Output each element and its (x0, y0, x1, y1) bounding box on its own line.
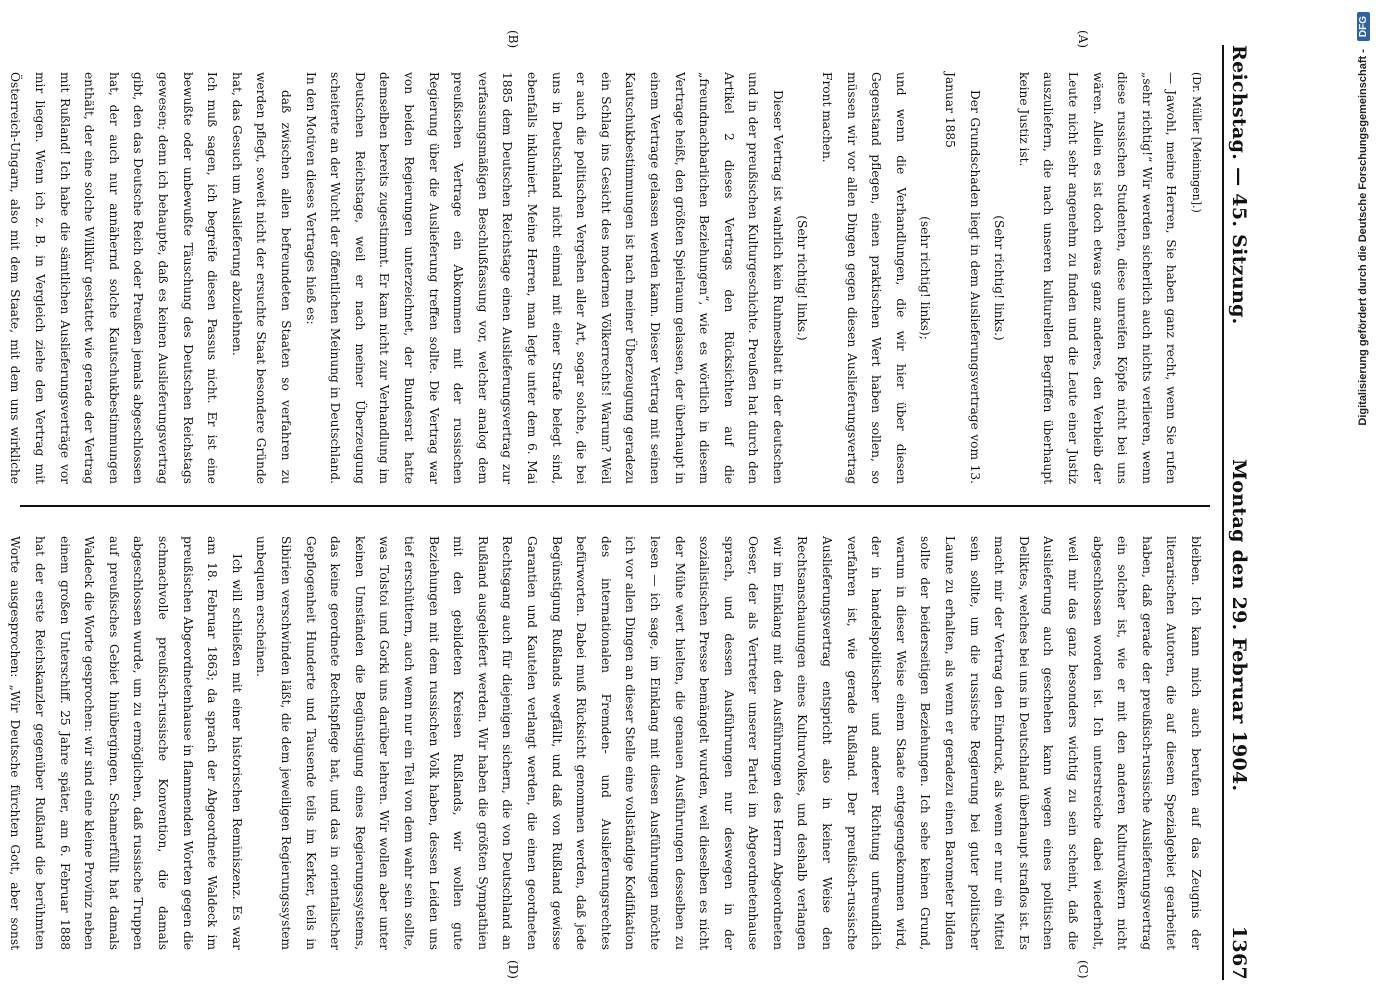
digitization-sidebar (1336, 0, 1383, 1000)
page-header (1222, 45, 1270, 980)
paragraph: und wenn die Verhandlungen, die wir hier über diesen Gegenstand pflegen, einen praktischen Wert haben sollen, so müssen wir vor allen Dingen gegen diesen Auslieferungsvertrag Front machen. (820, 72, 908, 484)
paragraph: Ich muß sagen, ich begreife diesen Passus nicht. Er ist eine bewußte oder unbewußte Täuschung des Deutschen Reichstags gewesen; denn ich behaupte, daß es keinen Auslieferungsvertrag gibt, den das Deutsche Reich oder Preußen jemals abgeschlossen hat, der auch nur annähernd solche Kautschukbestimmungen enthält, der eine solche Willkür gestattet wie gerade der Vertrag mit Rußland! Ich habe die sämtlichen Auslieferungsverträge vor mir liegen. Wenn ich z. B. in Vergleich ziehe den Vertrag mit Österreich-Ungarn, also mit dem Staate, mit dem uns wirkliche (8, 72, 220, 484)
margin-marker-d: (D) (506, 960, 520, 979)
paragraph: Der Grundschaden liegt in dem Auslieferungsvertrage vom 13. Januar 1885 (943, 72, 982, 484)
page-number: 1367 (1228, 925, 1250, 980)
right-column (8, 536, 1208, 950)
margin-marker-b: (B) (506, 30, 520, 49)
dfg-logo: DFG (1357, 12, 1370, 41)
margin-marker-a: (A) (1076, 30, 1090, 49)
column-divider (20, 505, 1210, 507)
quoted-passage: daß zwischen allen befreundeten Staaten so verfahren zu werden pflegt, soweit nicht der ersuchte Staat besondere Gründe hat, das Gesuch um Auslieferung abzulehnen. (229, 72, 294, 484)
paragraph: Ich will schließen mit einer historischen Reminiszenz. Es war am 18. Februar 1863; da sprach der Abgeordnete Waldeck im preußischen Abgeordnetenhause in flammenden Worten gegen die schmachvolle preußisch-russische Konvention, die damals abgeschlossen wurde, um zu ermöglichen, daß russische Truppen auf preußisches Gebiet hinübergingen. Schamerfüllt hat damals Waldeck die Worte gesprochen: wir sind eine kleine Provinz neben einem großen Unterschiff. 25 Jahre später, am 6. Februar 1888 hat der erste Reichskanzler gegenüber Rußland die berühmten Worte ausgesprochen: „Wir Deutsche fürchten Gott, aber sonst (8, 536, 244, 950)
interjection: (Sehr richtig! links.) (795, 215, 810, 341)
interjection: (Sehr richtig! links.) (992, 215, 1007, 341)
paragraph: Dieser Vertrag ist wahrlich kein Ruhmesblatt in der deutschen und in der preußischen Kulturgeschichte. Preußen hat durch den Artikel 2 dieses Vertrags den Rücksichten auf die „freundnachbarlichen Beziehungen“, wie es wörtlich in diesem Vertrage heißt, den größten Spielraum gelassen, der überhaupt in einem Vertrage gelassen werden kann. Dieser Vertrag mit seinen Kautschukbestimmungen ist nach meiner Überzeugung geradezu ein Schlag ins Gesicht des modernen Völkerrechts! Warum? Weil er auch die politischen Vergehen aller Art, sogar solche, die bei uns in Deutschland nicht einmal mit einer Strafe belegt sind, ebenfalls inkluniert. Meine Herren, man legte unter dem 6. Mai 1885 dem Deutschen Reichstage einen Auslieferungsvertrag zur verfassungsmäßigen Beschlußfassung vor, welcher analog dem preußischen Vertrage ein Abkommen mit der russischen Regierung über die Auslieferung treffen sollte. Die Vertrag war von beiden Regierungen unterzeichnet, der Bundesrat hatte demselben bereits zugestimmt. Er kam nicht zur Verhandlung im Deutschen Reichstage, weil er nach meiner Überzeugung scheiterte an der Wucht der öffentlichen Meinung in Deutschland. In den Motiven dieses Vertrages hieß es: (303, 72, 785, 484)
speaker-running-head: (Dr. Müller [Meiningen].) (1190, 72, 1203, 213)
paragraph: — Jawohl, meine Herren, Sie haben ganz recht, wenn Sie rufen „sehr richtig!“ Wir werden sicherlich auch nichts verlieren, wenn diese russischen Studenten, diese unreifen Köpfe nicht bei uns wären. Allein es ist doch etwas ganz anderes, den Verbleib der Leute nicht sehr angenehm zu finden und die Leute einer Justiz auszuliefern, die nach unseren kulturellen Begriffen überhaupt keine Justiz ist. (1016, 72, 1179, 484)
digitization-credit (1354, 0, 1372, 1000)
credit-text: Digitalisierung gefördert durch die Deutsche Forschungsgemeinschaft - (1357, 49, 1369, 426)
paragraph: bleiben. Ich kann mich auch berufen auf das Zeugnis der literarischen Autoren, die auf diesem Spezialgebiet gearbeitet haben, daß gerade der preußisch-russische Auslieferungsvertrag ein solcher ist, wie er mit den anderen Kulturvölkern nicht abgeschlossen worden ist. Ich unterstreiche dabei wiederholt, weil mir das ganz besonders wichtig zu sein scheint, daß die Auslieferung auch geschehen kann wegen eines politischen Deliktes, welches bei uns in Deutschland überhaupt straflos ist. Es macht mir der Vertrag den Eindruck, als wenn er nur ein Mittel sein sollte, um die russische Regierung bei guter politischer Laune zu erhalten, als wenn er geradezu einen Barometer bilden sollte der beiderseitigen Beziehungen. Ich sehe keinen Grund, warum in dieser Weise einem Staate entgegengekommen wird, der in handelspolitischer und anderer Richtung unfreundlich verfahren ist, wie gerade Rußland. Der preußisch-russische Auslieferungsvertrag entspricht also in keiner Weise den Rechtsanschauungen eines Kulturvolkes, und deshalb verlangen wir im Einklang mit den Ausführungen des Herrn Abgeordneten Oeser, der als Vertreter unserer Partei im Abgeordnetenhause sprach, und dessen Ausführungen nur deswegen in der sozialistischen Presse bemängelt wurden, weil dieselben es nicht der Mühe wert hielten, die genauen Ausführungen desselben zu lesen — ich sage, im Einklang mit diesen Ausführungen möchte ich vor allen Dingen an dieser Stelle eine vollständige Kodifikation des internationalen Fremden- und Auslieferungsrechtes befürworten. Dabei muß Rücksicht genommen werden, daß jede Begünstigung Rußlands wegfällt, und daß von Rußland gewisse Garantien und Kautelen verlangt werden, die einen geordneten Rechtsgang auch für diejenigen sichern, die von Deutschland an Rußland ausgeliefert werden. Wir haben die größten Sympathien mit den gebildeten Kreisen Rußlands, wir wollen gute Beziehungen mit dem russischen Volk haben, dessen Leiden uns tief erschüttern, auch wenn nur ein Teil von dem wahr sein sollte, was Tolstoi und Gorki uns darüber lehren. Wir wollen aber unter keinen Umständen die Begünstigung eines Regierungssystems, das keine geordnete Rechtspflege hat, und das in orientalischer Gepflogenheit Hunderte und Tausende teils im Kerker, teils in Sibirien verschwinden läßt, die dem jeweiligen Regierungssystem unbequem erscheinen. (254, 536, 1203, 950)
header-date: Montag den 29. Februar 1904. (1228, 459, 1250, 792)
margin-marker-c: (C) (1076, 960, 1090, 979)
interjection: (sehr richtig! links); (918, 216, 933, 340)
left-column (8, 72, 1208, 484)
header-left: Reichstag. — 45. Sitzung. (1228, 45, 1250, 325)
